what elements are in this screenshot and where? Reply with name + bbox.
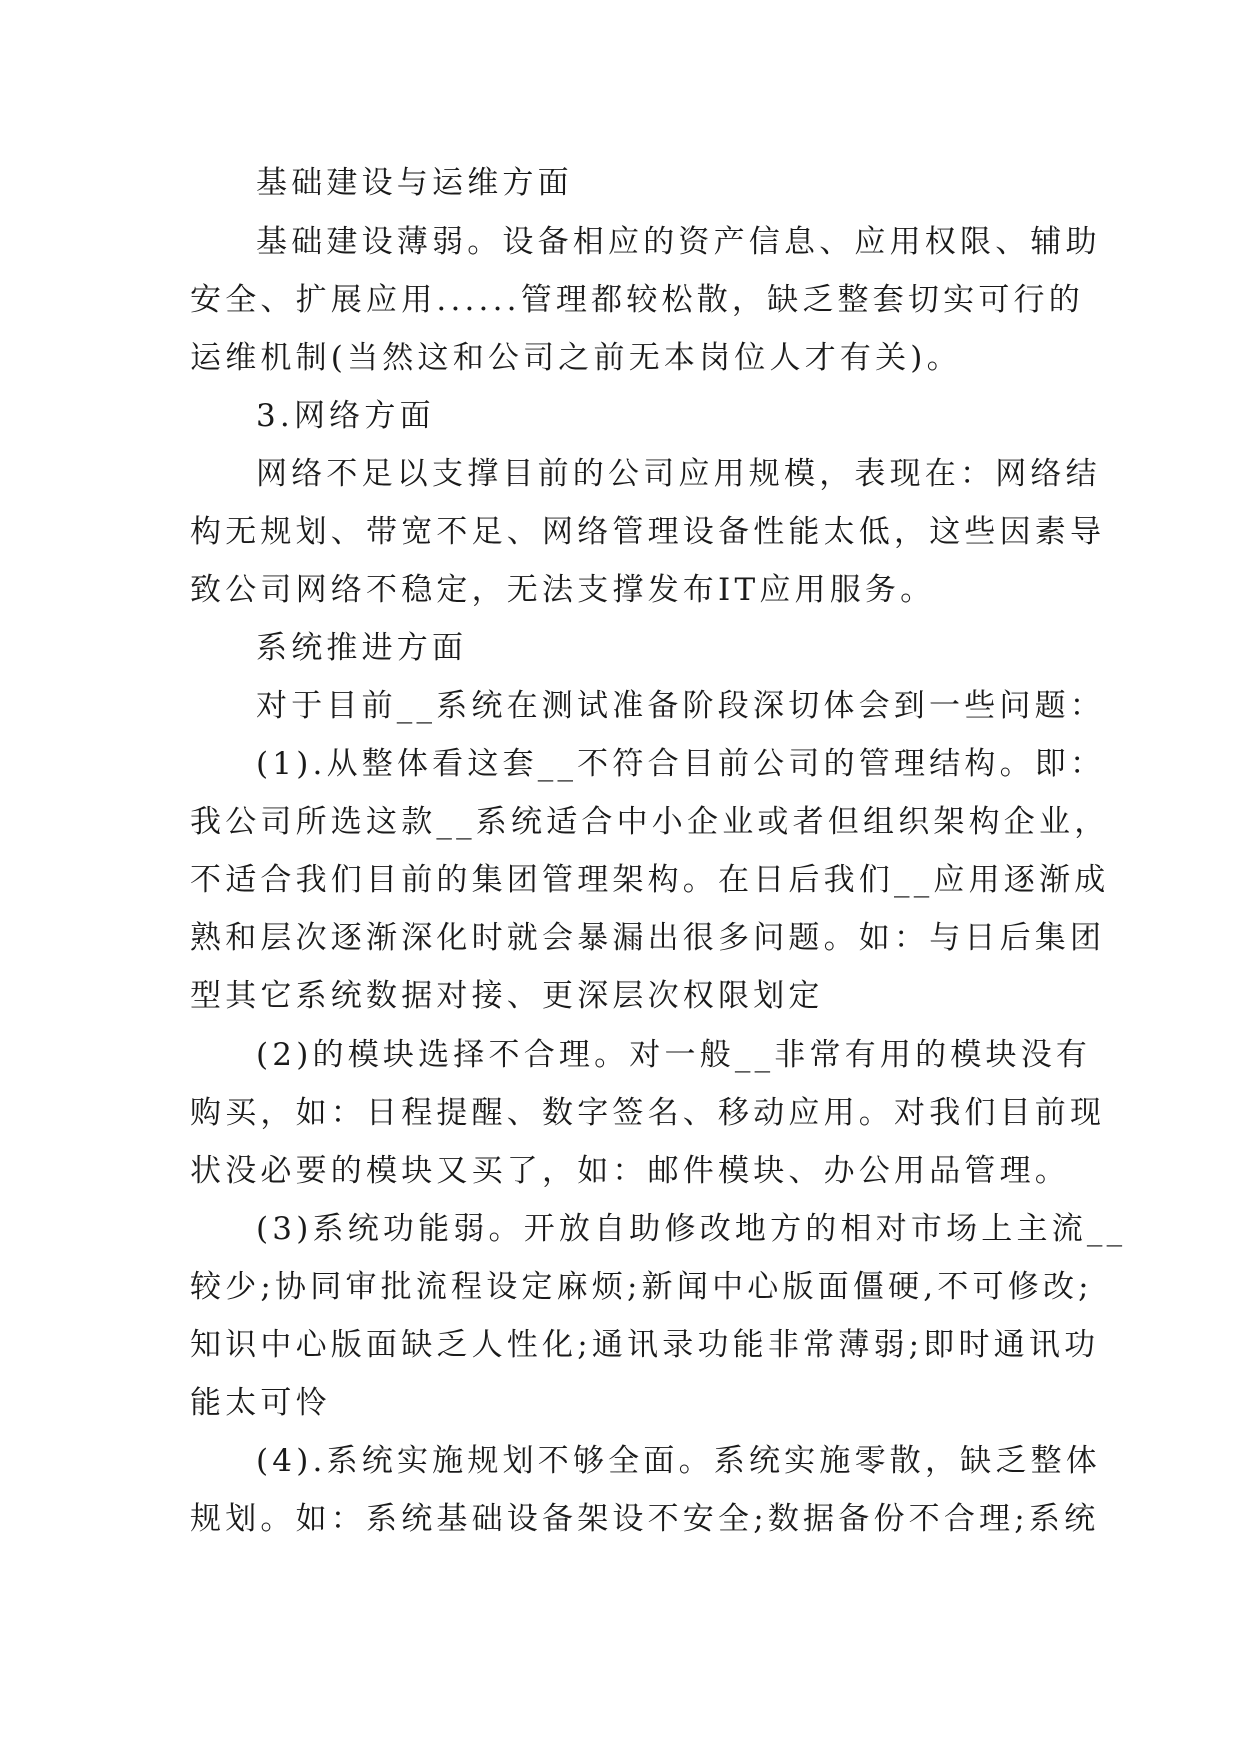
list-item-3: (3)系统功能弱。开放自助修改地方的相对市场上主流__: [256, 1211, 1127, 1247]
list-item-1: (1).从整体看这套__不符合目前公司的管理结构。即：: [256, 746, 1106, 782]
section-heading-infrastructure: 基础建设与运维方面: [256, 165, 573, 201]
paragraph-line: 安全、扩展应用......管理都较松散，缺乏整套切实可行的: [190, 282, 1084, 318]
section-heading-system: 系统推进方面: [256, 630, 468, 666]
paragraph-line: 构无规划、带宽不足、网络管理设备性能太低，这些因素导: [190, 514, 1106, 550]
list-item-4: (4).系统实施规划不够全面。系统实施零散，缺乏整体: [256, 1443, 1101, 1479]
section-heading-network: 3.网络方面: [256, 398, 435, 434]
paragraph-line: 能太可怜: [190, 1385, 331, 1421]
paragraph-line: 熟和层次逐渐深化时就会暴漏出很多问题。如：与日后集团: [190, 920, 1106, 956]
paragraph-line: 不适合我们目前的集团管理架构。在日后我们__应用逐渐成: [190, 862, 1110, 898]
paragraph-line: 网络不足以支撑目前的公司应用规模，表现在：网络结: [256, 456, 1101, 492]
list-item-2: (2)的模块选择不合理。对一般__非常有用的模块没有: [256, 1037, 1092, 1073]
paragraph-line: 对于目前__系统在测试准备阶段深切体会到一些问题：: [256, 688, 1105, 724]
paragraph-line: 运维机制(当然这和公司之前无本岗位人才有关)。: [190, 340, 962, 376]
paragraph-line: 购买，如：日程提醒、数字签名、移动应用。对我们目前现: [190, 1095, 1106, 1131]
paragraph-line: 状没必要的模块又买了，如：邮件模块、办公用品管理。: [190, 1153, 1070, 1189]
paragraph-line: 致公司网络不稳定，无法支撑发布IT应用服务。: [190, 572, 936, 608]
paragraph-line: 我公司所选这款__系统适合中小企业或者但组织架构企业，: [190, 804, 1110, 840]
paragraph-line: 较少;协同审批流程设定麻烦;新闻中心版面僵硬,不可修改;: [190, 1269, 1093, 1305]
paragraph-line: 规划。如：系统基础设备架设不安全;数据备份不合理;系统: [190, 1501, 1100, 1537]
paragraph-line: 型其它系统数据对接、更深层次权限划定: [190, 978, 824, 1014]
paragraph-line: 知识中心版面缺乏人性化;通讯录功能非常薄弱;即时通讯功: [190, 1327, 1100, 1363]
paragraph-line: 基础建设薄弱。设备相应的资产信息、应用权限、辅助: [256, 224, 1101, 260]
